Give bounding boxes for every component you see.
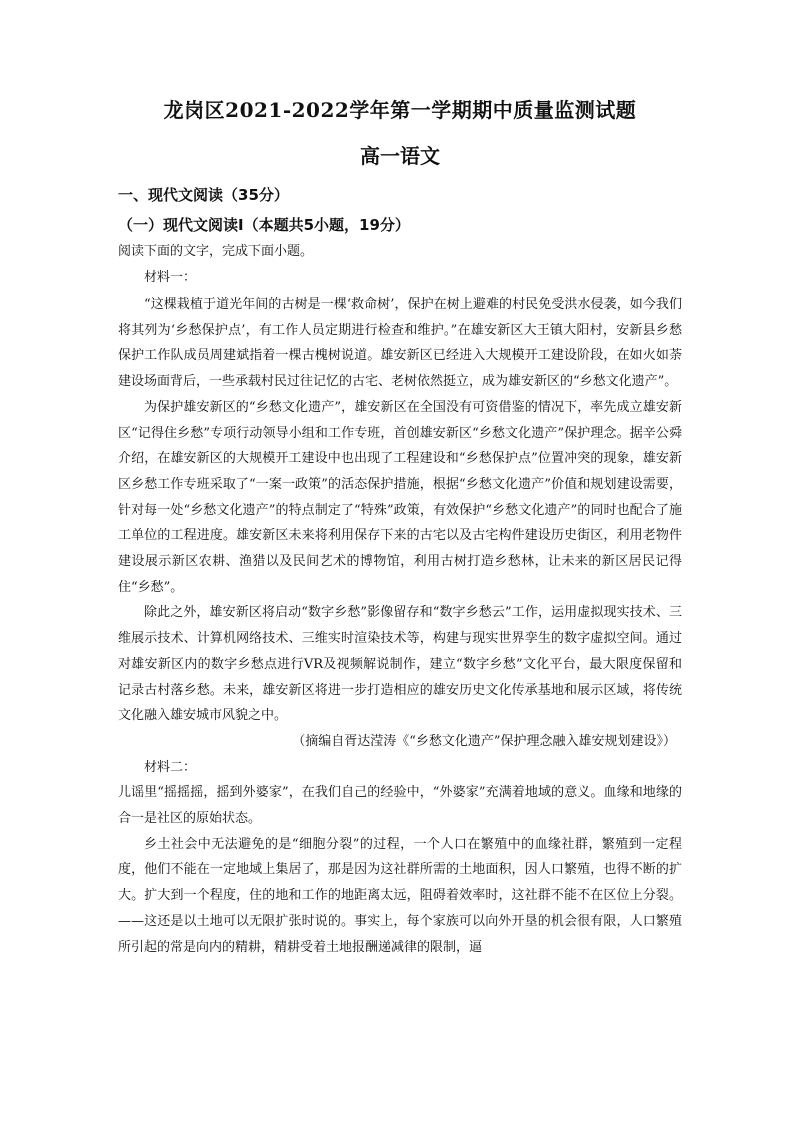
material-one-paragraph: 为保护雄安新区的“乡愁文化遗产”，雄安新区在全国没有可资借鉴的情况下，率先成立雄安新区“记得住乡愁”专项行动领导小组和工作专班，首创雄安新区“乡愁文化遗产”保护理念。据辛公舜介绍，在雄安新区的大规模开工建设中也出现了工程建设和“乡愁保护点”位置冲突的现象，雄安新区乡愁工作专班采取了“一案一政策”的活态保护措施，根据“乡愁文化遗产”价值和规划建设需要，针对每一处“乡愁文化遗产”的特点制定了“特殊”政策，有效保护“乡愁文化遗产”的同时也配合了施工单位的工程进度。雄安新区未来将利用保存下来的古宅以及古宅构件建设历史街区，利用老物件建设展示新区农耕、渔猎以及民间艺术的博物馆，利用古树打造乡愁林，让未来的新区居民记得住“乡愁”。: [118, 399, 682, 595]
section-heading: 一、现代文阅读（35分）: [118, 186, 289, 204]
material-two-paragraph: 乡土社会中无法避免的是“细胞分裂”的过程，一个人口在繁殖中的血缘社群，繁殖到一定程度，他们不能在一定地域上集居了，那是因为这社群所需的土地面积，因人口繁殖，也得不断的扩大。扩大到一个程度，住的地和工作的地距离太远，阻碍着效率时，这社群不能不在区位上分裂。——这还是以土地可以无限扩张时说的。事实上，每个家族可以向外开垦的机会很有限，人口繁殖所引起的常是向内的精耕，精耕受着土地报酬递减律的限制，逼: [118, 836, 682, 955]
subsection-heading: （一）现代文阅读Ⅰ（本题共5小题，19分）: [118, 216, 410, 234]
material-two-label: 材料二：: [144, 759, 197, 775]
material-one-paragraph: “这棵栽植于道光年间的古树是一棵‘救命树’，保护在树上避难的村民免受洪水侵袭，如今我们将其列为‘乡愁保护点’，有工作人员定期进行检查和维护。”在雄安新区大王镇大阳村，安新县乡愁保护工作队成员周建斌指着一棵古槐树说道。雄安新区已经进入大规模开工建设阶段，在如火如荼建设场面背后，一些承载村民过往记忆的古宅、老树依然挺立，成为雄安新区的“乡愁文化遗产”。: [118, 297, 682, 390]
exam-title: 龙岗区2021-2022学年第一学期期中质量监测试题: [163, 98, 637, 122]
material-one-paragraph: 除此之外，雄安新区将启动“数字乡愁”影像留存和“数字乡愁云”工作，运用虚拟现实技术、三维展示技术、计算机网络技术、三维实时渲染技术等，构建与现实世界孪生的数字虚拟空间。通过对雄安新区内的数字乡愁点进行VR及视频解说制作，建立“数字乡愁”文化平台，最大限度保留和记录古村落乡愁。未来，雄安新区将进一步打造相应的雄安历史文化传承基地和展示区域，将传统文化融入雄安城市风貌之中。: [118, 605, 682, 724]
material-one-source: （摘编自胥达滢涛《“乡愁文化遗产”保护理念融入雄安规划建设》）: [292, 733, 676, 749]
material-two-paragraph: 儿谣里“摇摇摇，摇到外婆家”，在我们自己的经验中，“外婆家”充满着地域的意义。血缘和地缘的合一是社区的原始状态。: [118, 785, 682, 827]
exam-subject: 高一语文: [360, 144, 440, 168]
reading-instruction: 阅读下面的文字，完成下面小题。: [118, 244, 314, 259]
material-one-label: 材料一：: [144, 270, 197, 285]
